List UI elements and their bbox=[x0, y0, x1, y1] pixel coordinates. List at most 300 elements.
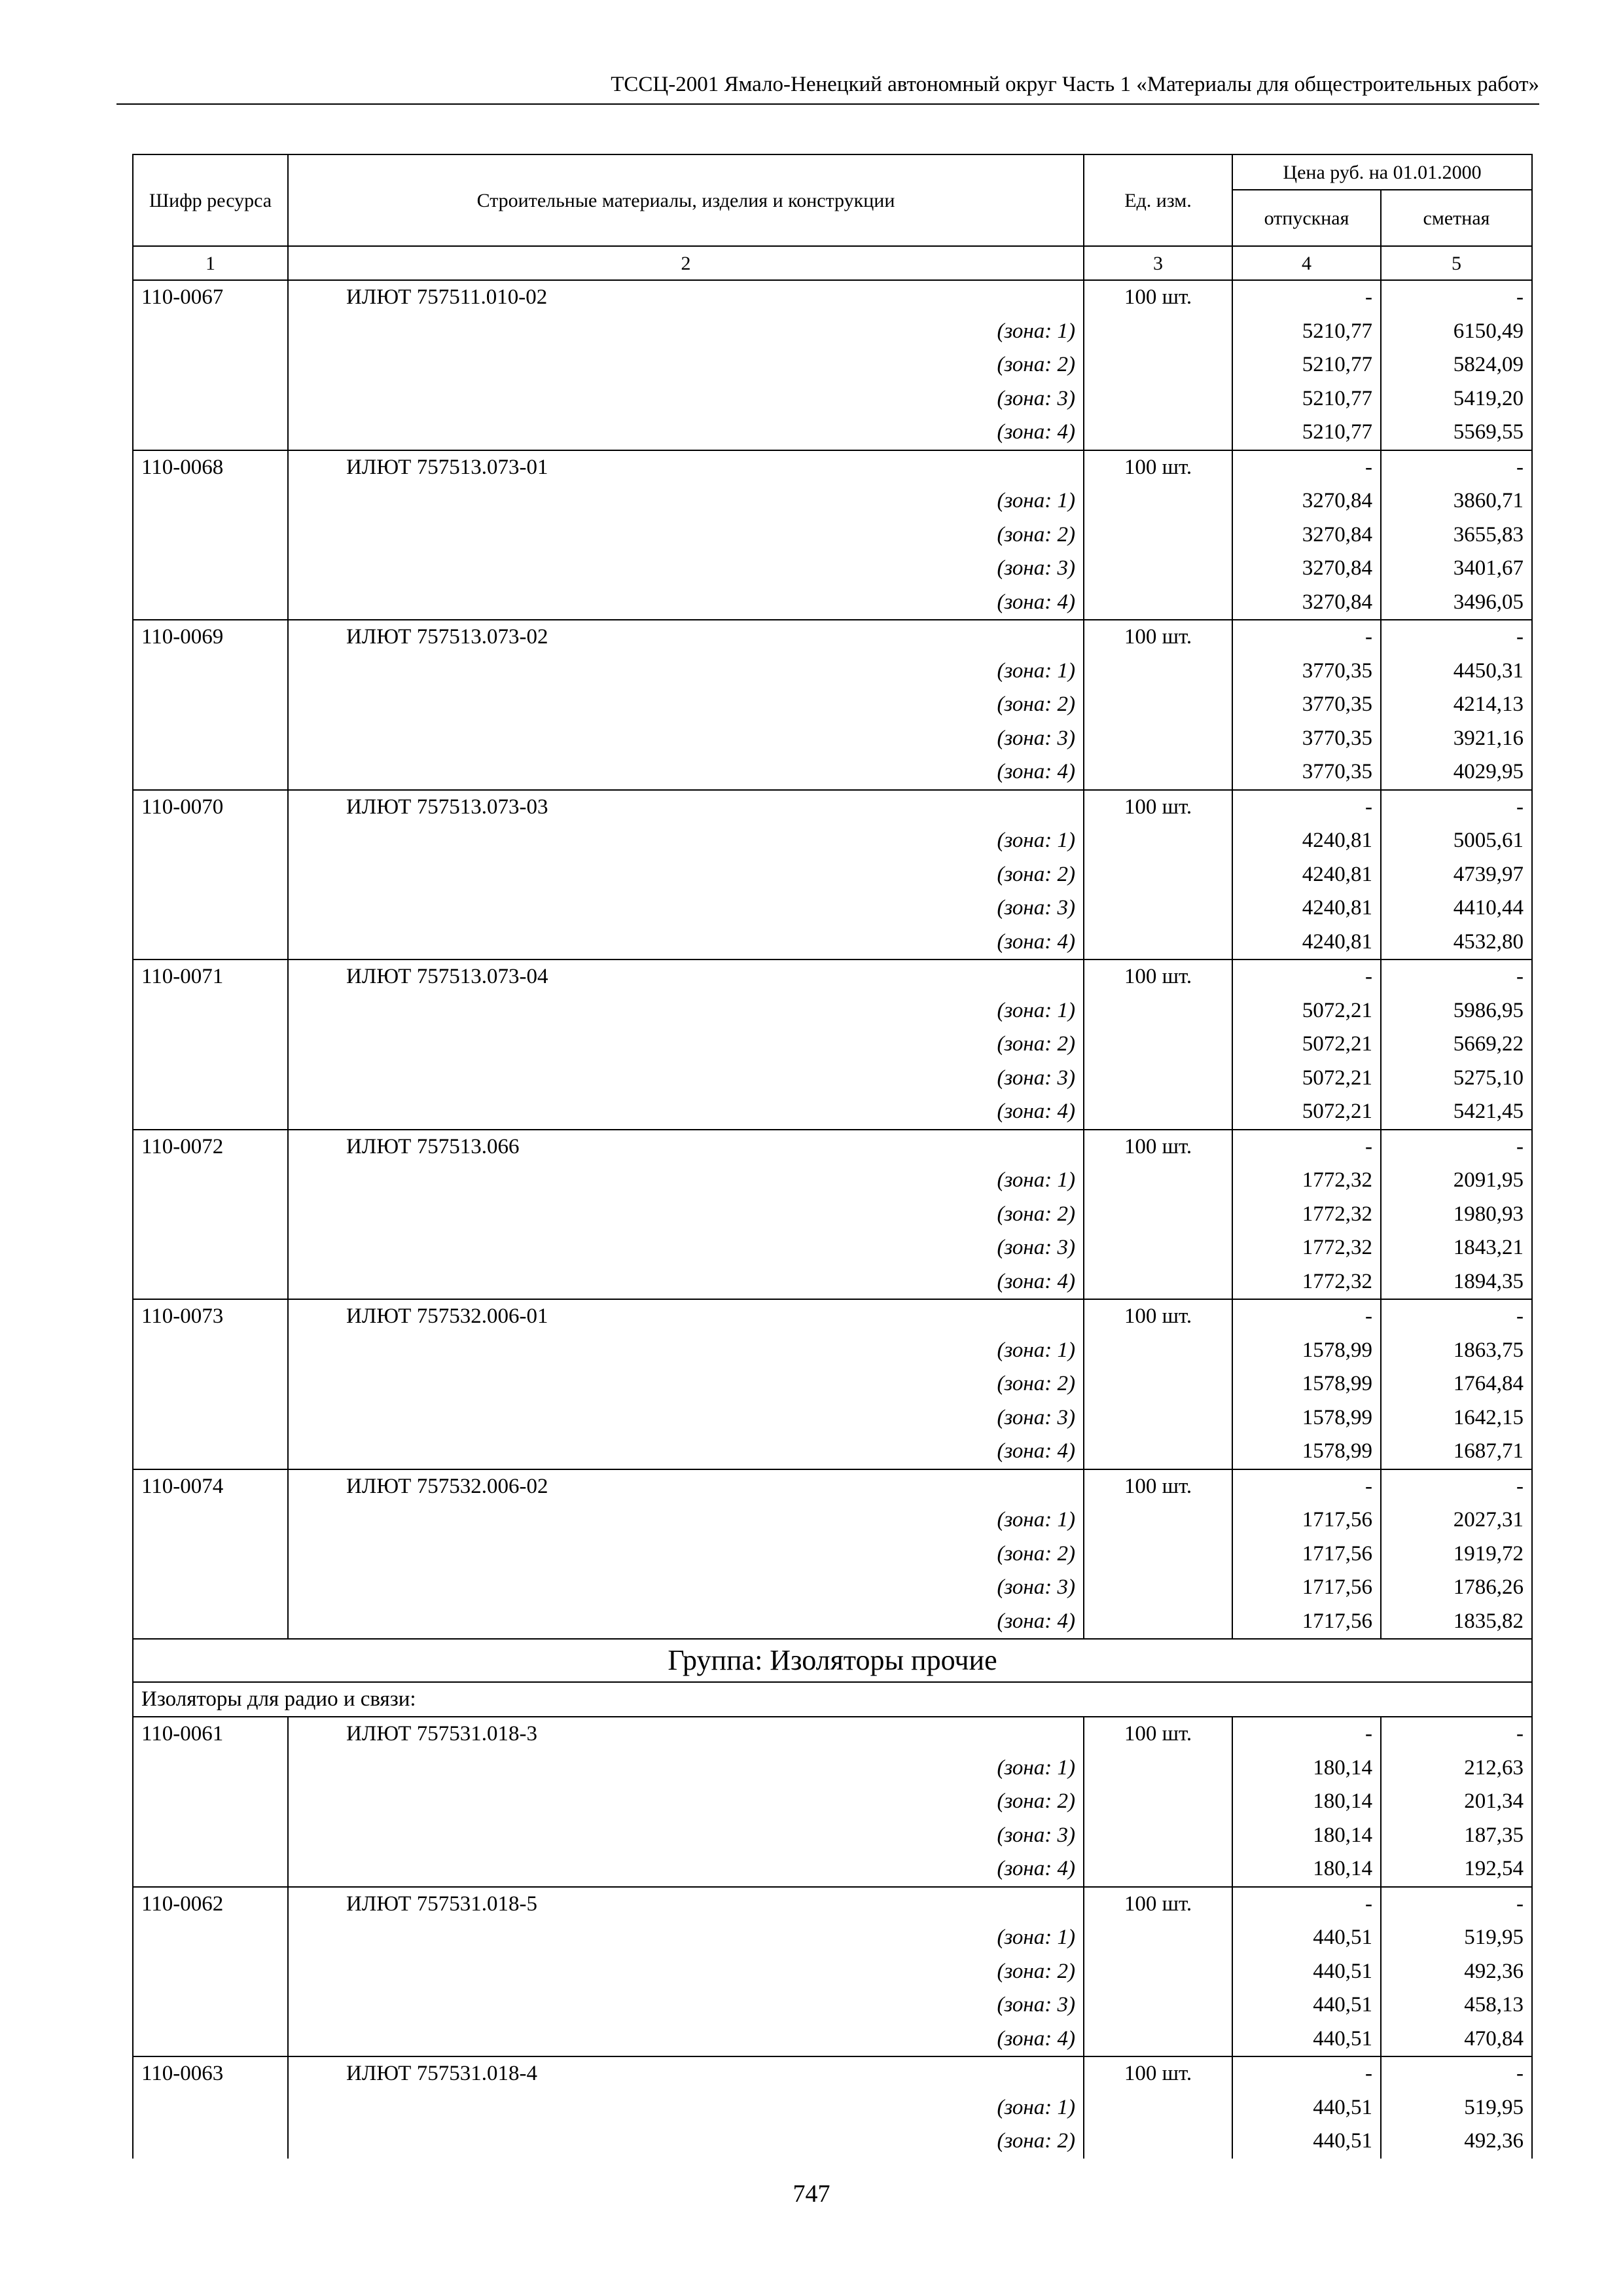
release-price: 440,51 bbox=[1232, 1921, 1381, 1955]
release-price: 3770,35 bbox=[1232, 722, 1381, 756]
zone-cell bbox=[288, 1503, 1084, 1537]
empty-cell bbox=[1084, 552, 1232, 586]
material-name-cell bbox=[288, 1469, 1084, 1504]
estimate-price: 1642,15 bbox=[1381, 1401, 1532, 1435]
empty-cell bbox=[1084, 1334, 1232, 1368]
empty-cell bbox=[133, 1537, 288, 1571]
zone-label: (зона: 4) bbox=[997, 590, 1075, 614]
zone-cell bbox=[288, 1265, 1084, 1300]
column-number: 3 bbox=[1084, 246, 1232, 280]
empty-cell bbox=[133, 655, 288, 689]
material-name: ИЛЮТ 757513.073-03 bbox=[346, 795, 548, 819]
zone-row bbox=[133, 1988, 1532, 2022]
resource-code: 110-0074 bbox=[133, 1469, 288, 1504]
zone-label: (зона: 2) bbox=[997, 353, 1075, 377]
zone-row bbox=[133, 1751, 1532, 1785]
empty-cell bbox=[133, 1955, 288, 1989]
release-price: 3270,84 bbox=[1232, 552, 1381, 586]
empty-cell bbox=[1084, 1819, 1232, 1853]
zone-row bbox=[133, 416, 1532, 450]
release-price: 3770,35 bbox=[1232, 755, 1381, 790]
zone-cell bbox=[288, 1921, 1084, 1955]
empty-cell bbox=[1084, 1401, 1232, 1435]
empty-cell bbox=[1084, 755, 1232, 790]
empty-cell bbox=[133, 1819, 288, 1853]
zone-cell bbox=[288, 1785, 1084, 1819]
zone-cell bbox=[288, 348, 1084, 382]
table-row bbox=[133, 620, 1532, 655]
zone-cell bbox=[288, 1095, 1084, 1130]
release-price: 5210,77 bbox=[1232, 315, 1381, 349]
release-price: 440,51 bbox=[1232, 2022, 1381, 2057]
empty-cell bbox=[1084, 1062, 1232, 1096]
estimate-price: 1980,93 bbox=[1381, 1198, 1532, 1232]
resource-code: 110-0069 bbox=[133, 620, 288, 655]
release-price: 3270,84 bbox=[1232, 484, 1381, 518]
table-body bbox=[133, 280, 1532, 2159]
empty-cell bbox=[133, 755, 288, 790]
zone-label: (зона: 4) bbox=[997, 760, 1075, 784]
zone-cell bbox=[288, 755, 1084, 790]
material-name-cell bbox=[288, 450, 1084, 485]
zone-row bbox=[133, 552, 1532, 586]
material-name-cell bbox=[288, 1717, 1084, 1751]
zone-row bbox=[133, 382, 1532, 416]
release-price: 4240,81 bbox=[1232, 824, 1381, 858]
release-price: 440,51 bbox=[1232, 2091, 1381, 2125]
release-price: - bbox=[1232, 1130, 1381, 1164]
estimate-price: 470,84 bbox=[1381, 2022, 1532, 2057]
zone-row bbox=[133, 1265, 1532, 1300]
resource-code: 110-0071 bbox=[133, 960, 288, 994]
zone-cell bbox=[288, 1537, 1084, 1571]
zone-row bbox=[133, 655, 1532, 689]
estimate-price: 3860,71 bbox=[1381, 484, 1532, 518]
table-row bbox=[133, 1469, 1532, 1504]
header-unit: Ед. изм. bbox=[1084, 154, 1232, 246]
zone-cell bbox=[288, 1231, 1084, 1265]
unit: 100 шт. bbox=[1084, 1299, 1232, 1334]
empty-cell bbox=[1084, 1265, 1232, 1300]
estimate-price: 201,34 bbox=[1381, 1785, 1532, 1819]
material-name: ИЛЮТ 757513.073-01 bbox=[346, 455, 548, 479]
table-row bbox=[133, 1887, 1532, 1922]
column-number: 5 bbox=[1381, 246, 1532, 280]
table-row bbox=[133, 1130, 1532, 1164]
empty-cell bbox=[1084, 1571, 1232, 1605]
empty-cell bbox=[1084, 1198, 1232, 1232]
release-price: 180,14 bbox=[1232, 1819, 1381, 1853]
estimate-price: - bbox=[1381, 1299, 1532, 1334]
release-price: - bbox=[1232, 1717, 1381, 1751]
release-price: 180,14 bbox=[1232, 1852, 1381, 1887]
zone-cell bbox=[288, 1571, 1084, 1605]
estimate-price: 5669,22 bbox=[1381, 1028, 1532, 1062]
material-name-cell bbox=[288, 280, 1084, 315]
material-name: ИЛЮТ 757513.066 bbox=[346, 1134, 520, 1158]
zone-row bbox=[133, 1955, 1532, 1989]
resource-code: 110-0062 bbox=[133, 1887, 288, 1922]
estimate-price: 5419,20 bbox=[1381, 382, 1532, 416]
unit: 100 шт. bbox=[1084, 960, 1232, 994]
zone-row bbox=[133, 755, 1532, 790]
empty-cell bbox=[133, 518, 288, 552]
zone-cell bbox=[288, 1367, 1084, 1401]
estimate-price: 3496,05 bbox=[1381, 586, 1532, 620]
zone-cell bbox=[288, 586, 1084, 620]
release-price: 1772,32 bbox=[1232, 1164, 1381, 1198]
zone-label: (зона: 1) bbox=[997, 658, 1075, 683]
zone-label: (зона: 1) bbox=[997, 489, 1075, 513]
zone-label: (зона: 3) bbox=[997, 1993, 1075, 2017]
empty-cell bbox=[1084, 416, 1232, 450]
zone-row bbox=[133, 1785, 1532, 1819]
empty-cell bbox=[1084, 1921, 1232, 1955]
release-price: - bbox=[1232, 280, 1381, 315]
empty-cell bbox=[133, 1921, 288, 1955]
zone-row bbox=[133, 1921, 1532, 1955]
estimate-price: 1863,75 bbox=[1381, 1334, 1532, 1368]
zone-row bbox=[133, 2022, 1532, 2057]
estimate-price: 519,95 bbox=[1381, 1921, 1532, 1955]
zone-label: (зона: 3) bbox=[997, 1575, 1075, 1600]
empty-cell bbox=[1084, 1231, 1232, 1265]
zone-cell bbox=[288, 1819, 1084, 1853]
table-row bbox=[133, 280, 1532, 315]
zone-label: (зона: 2) bbox=[997, 2129, 1075, 2153]
estimate-price: 2027,31 bbox=[1381, 1503, 1532, 1537]
zone-cell bbox=[288, 858, 1084, 892]
empty-cell bbox=[133, 1503, 288, 1537]
table-row bbox=[133, 1299, 1532, 1334]
unit: 100 шт. bbox=[1084, 1130, 1232, 1164]
zone-label: (зона: 4) bbox=[997, 1439, 1075, 1463]
zone-cell bbox=[288, 484, 1084, 518]
release-price: 1578,99 bbox=[1232, 1367, 1381, 1401]
estimate-price: 4029,95 bbox=[1381, 755, 1532, 790]
unit: 100 шт. bbox=[1084, 2056, 1232, 2091]
release-price: - bbox=[1232, 1299, 1381, 1334]
table-row bbox=[133, 450, 1532, 485]
zone-row bbox=[133, 1198, 1532, 1232]
release-price: 4240,81 bbox=[1232, 858, 1381, 892]
zone-label: (зона: 4) bbox=[997, 1857, 1075, 1881]
zone-cell bbox=[288, 1028, 1084, 1062]
empty-cell bbox=[1084, 824, 1232, 858]
empty-cell bbox=[1084, 1435, 1232, 1469]
zone-cell bbox=[288, 655, 1084, 689]
estimate-price: 1764,84 bbox=[1381, 1367, 1532, 1401]
material-name-cell bbox=[288, 790, 1084, 825]
empty-cell bbox=[1084, 1988, 1232, 2022]
estimate-price: 3921,16 bbox=[1381, 722, 1532, 756]
release-price: 1578,99 bbox=[1232, 1334, 1381, 1368]
page-number: 747 bbox=[793, 2180, 830, 2208]
material-name: ИЛЮТ 757531.018-5 bbox=[346, 1892, 537, 1916]
release-price: 1717,56 bbox=[1232, 1503, 1381, 1537]
release-price: 3770,35 bbox=[1232, 688, 1381, 722]
release-price: 1717,56 bbox=[1232, 1537, 1381, 1571]
column-numbers-row bbox=[133, 246, 1532, 280]
zone-row bbox=[133, 994, 1532, 1028]
release-price: - bbox=[1232, 1887, 1381, 1922]
release-price: 1772,32 bbox=[1232, 1231, 1381, 1265]
estimate-price: - bbox=[1381, 960, 1532, 994]
material-name-cell bbox=[288, 1130, 1084, 1164]
empty-cell bbox=[133, 1095, 288, 1130]
release-price: - bbox=[1232, 450, 1381, 485]
unit: 100 шт. bbox=[1084, 450, 1232, 485]
zone-row bbox=[133, 518, 1532, 552]
empty-cell bbox=[1084, 1852, 1232, 1887]
zone-row bbox=[133, 315, 1532, 349]
header-estimate-price: сметная bbox=[1381, 190, 1532, 246]
zone-label: (зона: 1) bbox=[997, 1338, 1075, 1362]
zone-label: (зона: 3) bbox=[997, 1066, 1075, 1090]
zone-label: (зона: 2) bbox=[997, 1541, 1075, 1566]
material-name: ИЛЮТ 757511.010-02 bbox=[346, 285, 548, 310]
estimate-price: 3401,67 bbox=[1381, 552, 1532, 586]
zone-row bbox=[133, 1028, 1532, 1062]
resource-code: 110-0067 bbox=[133, 280, 288, 315]
document-header: ТССЦ-2001 Ямало-Ненецкий автономный округ Часть 1 «Материалы для общестроительных работ» bbox=[116, 65, 1539, 105]
empty-cell bbox=[1084, 315, 1232, 349]
release-price: - bbox=[1232, 790, 1381, 825]
zone-row bbox=[133, 824, 1532, 858]
unit: 100 шт. bbox=[1084, 1887, 1232, 1922]
empty-cell bbox=[1084, 1164, 1232, 1198]
price-table bbox=[132, 154, 1533, 2159]
empty-cell bbox=[133, 824, 288, 858]
zone-row bbox=[133, 1334, 1532, 1368]
release-price: 3270,84 bbox=[1232, 586, 1381, 620]
empty-cell bbox=[1084, 518, 1232, 552]
zone-cell bbox=[288, 1198, 1084, 1232]
zone-label: (зона: 3) bbox=[997, 386, 1075, 410]
resource-code: 110-0061 bbox=[133, 1717, 288, 1751]
zone-row bbox=[133, 1401, 1532, 1435]
release-price: - bbox=[1232, 2056, 1381, 2091]
release-price: 1717,56 bbox=[1232, 1605, 1381, 1640]
zone-row bbox=[133, 925, 1532, 960]
empty-cell bbox=[1084, 2091, 1232, 2125]
empty-cell bbox=[133, 348, 288, 382]
group-title-row bbox=[133, 1639, 1532, 1682]
zone-cell bbox=[288, 416, 1084, 450]
zone-row bbox=[133, 688, 1532, 722]
zone-row bbox=[133, 1503, 1532, 1537]
empty-cell bbox=[133, 1062, 288, 1096]
zone-cell bbox=[288, 688, 1084, 722]
release-price: 3770,35 bbox=[1232, 655, 1381, 689]
estimate-price: 4532,80 bbox=[1381, 925, 1532, 960]
release-price: 440,51 bbox=[1232, 1955, 1381, 1989]
group-title: Группа: Изоляторы прочие bbox=[133, 1639, 1532, 1682]
empty-cell bbox=[1084, 1785, 1232, 1819]
empty-cell bbox=[1084, 586, 1232, 620]
zone-cell bbox=[288, 518, 1084, 552]
zone-label: (зона: 2) bbox=[997, 692, 1075, 717]
zone-label: (зона: 2) bbox=[997, 522, 1075, 547]
zone-row bbox=[133, 722, 1532, 756]
release-price: 180,14 bbox=[1232, 1751, 1381, 1785]
estimate-price: 1843,21 bbox=[1381, 1231, 1532, 1265]
estimate-price: 519,95 bbox=[1381, 2091, 1532, 2125]
estimate-price: 4450,31 bbox=[1381, 655, 1532, 689]
estimate-price: 5986,95 bbox=[1381, 994, 1532, 1028]
zone-label: (зона: 4) bbox=[997, 1609, 1075, 1633]
estimate-price: - bbox=[1381, 280, 1532, 315]
empty-cell bbox=[133, 1751, 288, 1785]
empty-cell bbox=[133, 1605, 288, 1640]
release-price: 4240,81 bbox=[1232, 925, 1381, 960]
estimate-price: - bbox=[1381, 1130, 1532, 1164]
column-number: 2 bbox=[288, 246, 1084, 280]
zone-cell bbox=[288, 722, 1084, 756]
empty-cell bbox=[133, 1571, 288, 1605]
empty-cell bbox=[133, 315, 288, 349]
zone-label: (зона: 2) bbox=[997, 862, 1075, 886]
empty-cell bbox=[1084, 2022, 1232, 2057]
material-name: ИЛЮТ 757532.006-02 bbox=[346, 1474, 548, 1498]
estimate-price: 192,54 bbox=[1381, 1852, 1532, 1887]
estimate-price: 1786,26 bbox=[1381, 1571, 1532, 1605]
zone-cell bbox=[288, 1751, 1084, 1785]
empty-cell bbox=[1084, 2125, 1232, 2159]
empty-cell bbox=[133, 1028, 288, 1062]
empty-cell bbox=[133, 552, 288, 586]
empty-cell bbox=[1084, 348, 1232, 382]
estimate-price: 2091,95 bbox=[1381, 1164, 1532, 1198]
zone-label: (зона: 2) bbox=[997, 1372, 1075, 1396]
zone-cell bbox=[288, 1164, 1084, 1198]
estimate-price: 4214,13 bbox=[1381, 688, 1532, 722]
release-price: 5210,77 bbox=[1232, 416, 1381, 450]
empty-cell bbox=[1084, 655, 1232, 689]
zone-label: (зона: 2) bbox=[997, 1959, 1075, 1983]
estimate-price: - bbox=[1381, 1717, 1532, 1751]
zone-row bbox=[133, 484, 1532, 518]
zone-cell bbox=[288, 1334, 1084, 1368]
empty-cell bbox=[133, 586, 288, 620]
empty-cell bbox=[1084, 858, 1232, 892]
empty-cell bbox=[133, 484, 288, 518]
unit: 100 шт. bbox=[1084, 790, 1232, 825]
release-price: 440,51 bbox=[1232, 1988, 1381, 2022]
release-price: 1578,99 bbox=[1232, 1435, 1381, 1469]
zone-label: (зона: 3) bbox=[997, 896, 1075, 920]
zone-label: (зона: 3) bbox=[997, 1236, 1075, 1260]
zone-label: (зона: 4) bbox=[997, 1269, 1075, 1293]
empty-cell bbox=[133, 1785, 288, 1819]
empty-cell bbox=[133, 1401, 288, 1435]
release-price: 440,51 bbox=[1232, 2125, 1381, 2159]
release-price: 5072,21 bbox=[1232, 1062, 1381, 1096]
estimate-price: 1835,82 bbox=[1381, 1605, 1532, 1640]
release-price: 1772,32 bbox=[1232, 1198, 1381, 1232]
empty-cell bbox=[133, 1198, 288, 1232]
table-row bbox=[133, 960, 1532, 994]
empty-cell bbox=[1084, 891, 1232, 925]
estimate-price: - bbox=[1381, 2056, 1532, 2091]
empty-cell bbox=[133, 382, 288, 416]
empty-cell bbox=[1084, 994, 1232, 1028]
material-name-cell bbox=[288, 960, 1084, 994]
column-number: 4 bbox=[1232, 246, 1381, 280]
estimate-price: - bbox=[1381, 1887, 1532, 1922]
estimate-price: - bbox=[1381, 1469, 1532, 1504]
zone-row bbox=[133, 1164, 1532, 1198]
zone-row bbox=[133, 1062, 1532, 1096]
empty-cell bbox=[1084, 1955, 1232, 1989]
zone-cell bbox=[288, 824, 1084, 858]
header-name: Строительные материалы, изделия и конструкции bbox=[288, 154, 1084, 246]
release-price: 3270,84 bbox=[1232, 518, 1381, 552]
estimate-price: 492,36 bbox=[1381, 1955, 1532, 1989]
empty-cell bbox=[1084, 925, 1232, 960]
resource-code: 110-0068 bbox=[133, 450, 288, 485]
estimate-price: 458,13 bbox=[1381, 1988, 1532, 2022]
zone-row bbox=[133, 891, 1532, 925]
empty-cell bbox=[133, 1334, 288, 1368]
empty-cell bbox=[133, 1367, 288, 1401]
empty-cell bbox=[133, 1988, 288, 2022]
zone-label: (зона: 4) bbox=[997, 929, 1075, 954]
zone-cell bbox=[288, 552, 1084, 586]
empty-cell bbox=[1084, 1095, 1232, 1130]
zone-label: (зона: 1) bbox=[997, 2095, 1075, 2119]
zone-label: (зона: 1) bbox=[997, 998, 1075, 1022]
estimate-price: 5824,09 bbox=[1381, 348, 1532, 382]
zone-cell bbox=[288, 891, 1084, 925]
resource-code: 110-0063 bbox=[133, 2056, 288, 2091]
empty-cell bbox=[133, 1164, 288, 1198]
zone-row bbox=[133, 348, 1532, 382]
estimate-price: 212,63 bbox=[1381, 1751, 1532, 1785]
empty-cell bbox=[1084, 722, 1232, 756]
zone-cell bbox=[288, 1852, 1084, 1887]
zone-cell bbox=[288, 1401, 1084, 1435]
empty-cell bbox=[1084, 688, 1232, 722]
release-price: 5072,21 bbox=[1232, 1095, 1381, 1130]
empty-cell bbox=[133, 2091, 288, 2125]
zone-row bbox=[133, 2125, 1532, 2159]
empty-cell bbox=[1084, 1028, 1232, 1062]
estimate-price: 5421,45 bbox=[1381, 1095, 1532, 1130]
release-price: 5072,21 bbox=[1232, 994, 1381, 1028]
material-name-cell bbox=[288, 1299, 1084, 1334]
empty-cell bbox=[133, 925, 288, 960]
table-row bbox=[133, 2056, 1532, 2091]
estimate-price: 5005,61 bbox=[1381, 824, 1532, 858]
zone-cell bbox=[288, 1435, 1084, 1469]
zone-cell bbox=[288, 382, 1084, 416]
zone-label: (зона: 2) bbox=[997, 1202, 1075, 1226]
zone-label: (зона: 4) bbox=[997, 2026, 1075, 2051]
zone-label: (зона: 1) bbox=[997, 1508, 1075, 1532]
empty-cell bbox=[133, 688, 288, 722]
estimate-price: - bbox=[1381, 620, 1532, 655]
empty-cell bbox=[133, 416, 288, 450]
release-price: 4240,81 bbox=[1232, 891, 1381, 925]
empty-cell bbox=[133, 1231, 288, 1265]
zone-label: (зона: 4) bbox=[997, 420, 1075, 444]
zone-label: (зона: 3) bbox=[997, 1405, 1075, 1429]
estimate-price: 5275,10 bbox=[1381, 1062, 1532, 1096]
header-code: Шифр ресурса bbox=[133, 154, 288, 246]
zone-label: (зона: 2) bbox=[997, 1032, 1075, 1056]
zone-cell bbox=[288, 315, 1084, 349]
